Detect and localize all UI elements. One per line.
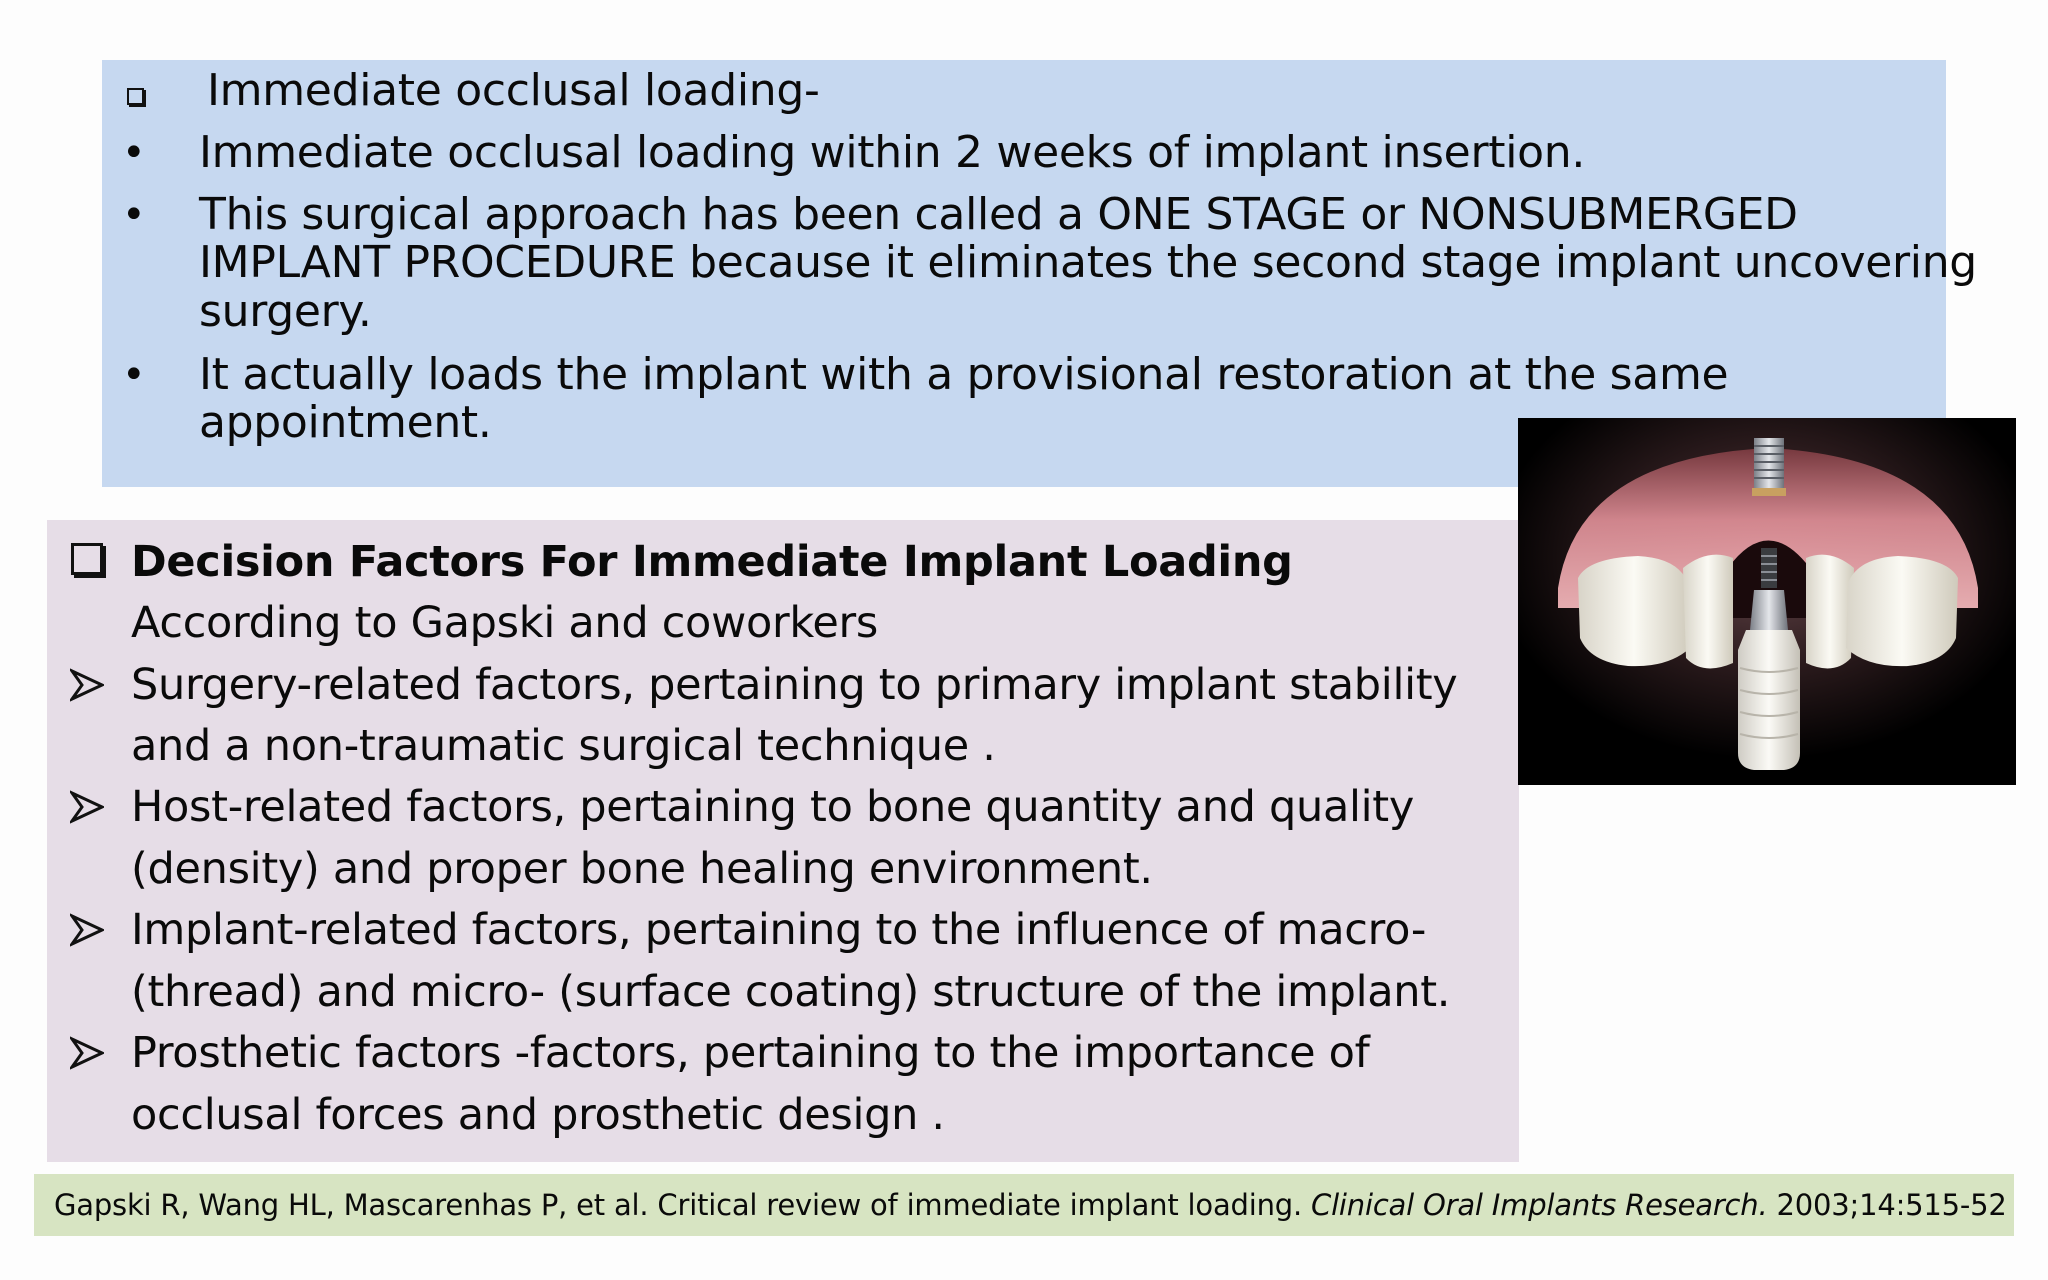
decision-factors-heading: Decision Factors For Immediate Implant Loading <box>131 537 1293 587</box>
factor-1-line-1: Surgery-related factors, pertaining to primary implant stability <box>131 660 1458 710</box>
factor-2-line-1: Host-related factors, pertaining to bone quantity and quality <box>131 782 1415 832</box>
top-bullet-2-line-1: This surgical approach has been called a ONE STAGE or NONSUBMERGED <box>199 189 1798 240</box>
checkbox-bullet-icon <box>127 88 144 105</box>
factor-3-line-1: Implant-related factors, pertaining to the influence of macro- <box>131 905 1427 955</box>
dental-implant-icon <box>1518 418 2016 785</box>
top-heading: Immediate occlusal loading- <box>207 65 820 116</box>
bullet-icon: • <box>122 192 146 238</box>
factor-4-line-2: occlusal forces and prosthetic design . <box>131 1090 945 1140</box>
dental-implant-illustration <box>1518 418 2016 785</box>
decision-factors-subheading: According to Gapski and coworkers <box>131 598 879 648</box>
arrow-bullet-icon <box>70 790 104 824</box>
bullet-icon: • <box>122 130 146 176</box>
bullet-icon: • <box>122 352 146 398</box>
reference-volume: 2003;14:515-52 <box>1767 1188 2007 1222</box>
top-bullet-2-line-2: IMPLANT PROCEDURE because it eliminates the second stage implant uncovering <box>199 237 1977 288</box>
reference-journal: Clinical Oral Implants Research. <box>1311 1188 1768 1222</box>
top-bullet-1-line-1: Immediate occlusal loading within 2 weeks of implant insertion. <box>199 127 1586 178</box>
factor-3-line-2: (thread) and micro- (surface coating) structure of the implant. <box>131 967 1451 1017</box>
factor-1-line-2: and a non-traumatic surgical technique . <box>131 721 996 771</box>
reference-citation <box>54 1186 2007 1224</box>
factor-4-line-1: Prosthetic factors -factors, pertaining to the importance of <box>131 1028 1370 1078</box>
arrow-bullet-icon <box>70 913 104 947</box>
arrow-bullet-icon <box>70 1036 104 1070</box>
top-bullet-3-line-2: appointment. <box>199 397 492 448</box>
top-bullet-2-line-3: surgery. <box>199 286 372 337</box>
reference-authors-title: Gapski R, Wang HL, Mascarenhas P, et al. Critical review of immediate implant loading. <box>54 1188 1312 1222</box>
factor-2-line-2: (density) and proper bone healing environment. <box>131 844 1153 894</box>
top-bullet-3-line-1: It actually loads the implant with a provisional restoration at the same <box>199 349 1729 400</box>
arrow-bullet-icon <box>70 668 104 702</box>
checkbox-bullet-icon <box>71 543 103 575</box>
